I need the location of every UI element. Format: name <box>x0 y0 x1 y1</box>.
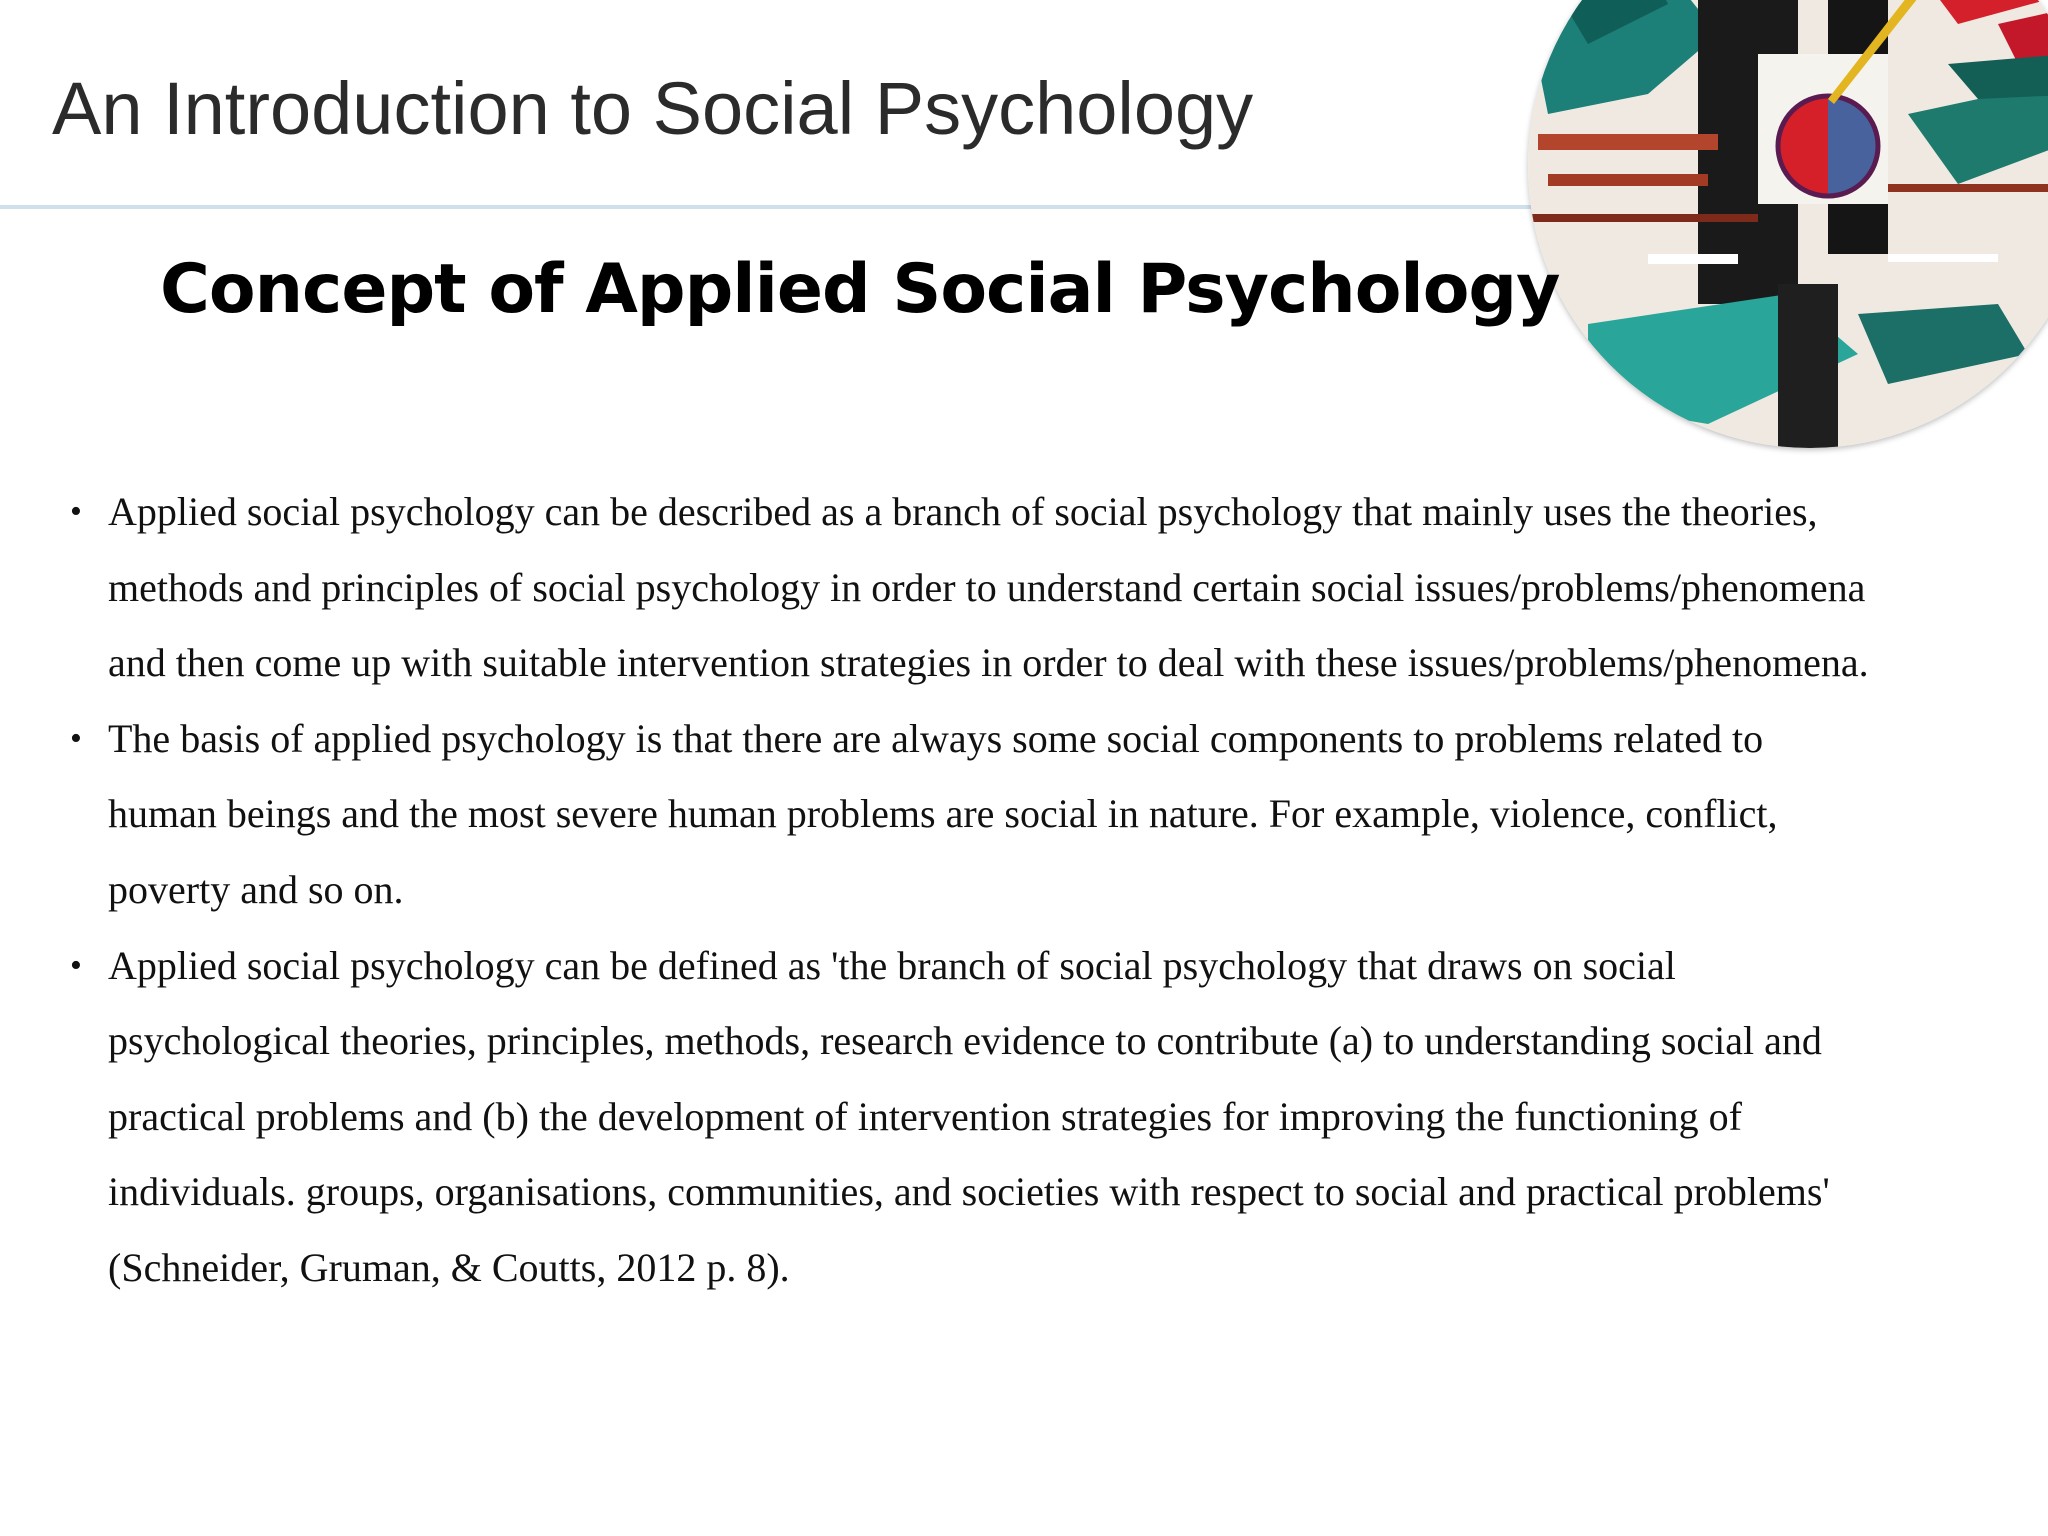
slide-title: Concept of Applied Social Psychology <box>160 250 1560 329</box>
bullet-item <box>70 474 2000 701</box>
bullet-text-line: psychological theories, principles, methods, research evidence to contribute (a) to understanding social and <box>108 1018 1822 1064</box>
bullet-text-line: methods and principles of social psychology in order to understand certain social issues/problems/phenomena <box>108 564 1866 610</box>
bullet-text-line: individuals. groups, organisations, communities, and societies with respect to social and practical problems' <box>108 1169 1830 1215</box>
course-title: An Introduction to Social Psychology <box>52 67 1254 150</box>
bullet-text-line: The basis of applied psychology is that there are always some social components to problems related to <box>108 715 1764 761</box>
bullet-marker: • <box>70 719 82 757</box>
bullet-text-line: poverty and so on. <box>108 866 404 912</box>
bullet-text-line: and then come up with suitable intervention strategies in order to deal with these issues/problems/phenomena. <box>108 640 1869 686</box>
bullet-text-line: Applied social psychology can be described as a branch of social psychology that mainly uses the theories, <box>108 489 1818 534</box>
bullet-item <box>70 928 2000 1306</box>
bullet-list <box>70 474 2000 1306</box>
header-divider <box>0 205 1560 209</box>
bullet-item <box>70 701 2000 928</box>
bullet-text-line: (Schneider, Gruman, & Coutts, 2012 p. 8). <box>108 1244 790 1290</box>
bullet-text-line: practical problems and (b) the development of intervention strategies for improving the functioning of <box>108 1093 1742 1139</box>
bullet-marker: • <box>70 493 82 530</box>
bullet-text-line: Applied social psychology can be defined as 'the branch of social psychology that draws on social <box>108 942 1676 988</box>
bullet-text-line: human beings and the most severe human problems are social in nature. For example, violence, conflict, <box>108 791 1778 837</box>
abstract-art-image <box>1528 0 2048 448</box>
bullet-marker: • <box>70 946 82 984</box>
